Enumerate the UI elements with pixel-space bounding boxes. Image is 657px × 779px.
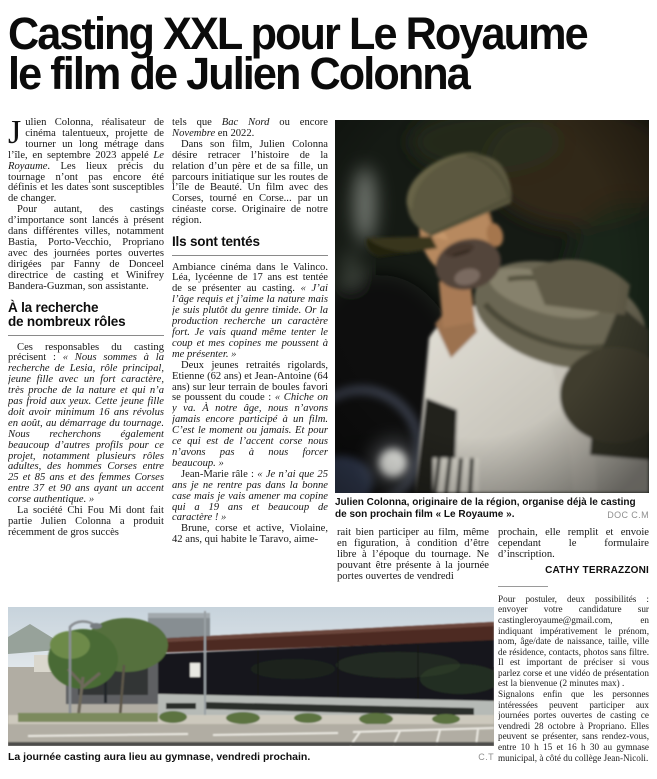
paragraph-text: Ces responsables du casting précisent : bbox=[8, 341, 164, 364]
film-title-italic: Le Royaume bbox=[8, 149, 164, 172]
author-byline: CATHY TERRAZZONI bbox=[545, 564, 649, 576]
article-column-1 bbox=[8, 118, 164, 602]
quote-italic: « J’ai l’âge requis et j’aime la nature mais je suis plutôt du genre timide. Or la production recherche un caractère fort. Je vais quand même tenter le coup et mes copines me poussent à me présenter. » bbox=[172, 283, 328, 360]
subhead-line: À la recherche bbox=[8, 299, 99, 315]
quote-italic: « Nous sommes à la recherche de Lesia, rôle principal, jeune fille avec un fort caractère, très proche de la nature et qui n’a pas froid aux yeux. Cette jeune fille doit avoir minimum 16 ans révolus en août, au démarrage du tournage. Nous recherchons également beaucoup d’autres profils pour ce projet, notamment plusieurs rôles adultes, des hommes Corses entre 25 et 85 ans et des femmes Corses entre 37 et 90 ans ayant un accent corse authentique. » bbox=[8, 352, 164, 506]
paragraph: Pour autant, des castings d’importance sont lancés à présent dans différentes villes, notamment Bastia, Porto-Vecchio, Propriano avec des journées portes ouvertes dirigées par Fanny de Donceel directrice de casting et Winifrey Bandera-Guzman, son assistante. bbox=[8, 204, 164, 292]
paragraph-continuation: rait bien participer au film, même en figuration, à condition d’être libre à l’époque du tournage. Ne pouvant être présente à la journée portes ouvertes de vendredi bbox=[337, 528, 489, 582]
subhead-recherche-roles bbox=[8, 293, 164, 336]
gymnasium-photo-caption bbox=[8, 751, 494, 763]
article-column-4 bbox=[498, 528, 649, 778]
paragraph-text: Jean-Marie râle : bbox=[181, 468, 258, 480]
paragraph-text: Ambiance cinéma dans le Valinco. Léa, lycéenne de 17 ans est tentée de se présenter au casting. bbox=[172, 261, 328, 295]
subhead-ils-sont-tentes bbox=[172, 227, 328, 256]
practical-info-box bbox=[498, 586, 649, 764]
paragraph-text: . Les lieux précis du tournage n’ont pas encore été définis et les dates sont susceptibles de changer. bbox=[8, 160, 164, 205]
gymnasium-photo-illustration bbox=[8, 607, 494, 746]
paragraph-text: Deux jeunes retraités rigolards, Etienne (62 ans) et Jean-Antoine (64 ans) sur leur terrain de boules favori se poussent du coude : bbox=[172, 359, 328, 404]
article-title bbox=[8, 8, 653, 99]
paragraph-intro bbox=[8, 118, 164, 205]
paragraph-quote-casting bbox=[8, 343, 164, 507]
photo-credit: C.T bbox=[478, 752, 494, 762]
article-title-line2: le film de Julien Colonna bbox=[8, 48, 469, 99]
paragraph-text: tels que bbox=[172, 118, 222, 128]
paragraph-quote-lea bbox=[172, 263, 328, 361]
paragraph-quote-jeanmarie bbox=[172, 470, 328, 525]
paragraph-text: en 2022. bbox=[215, 127, 255, 139]
subhead-line: Ils sont tentés bbox=[172, 234, 260, 250]
paragraph-continuation: prochain, elle remplit et envoie cependant le formulaire d’inscription. bbox=[498, 528, 649, 560]
portrait-photo-illustration bbox=[335, 120, 649, 493]
paragraph-text: ulien Colonna, réalisateur de cinéma talentueux, projette de tourner un long métrage dans l’île, en septembre 2023 appelé bbox=[8, 118, 164, 161]
article-column-3 bbox=[337, 528, 489, 606]
paragraph-continuation bbox=[172, 118, 328, 140]
quote-italic: « Je n’ai que 25 ans je ne rentre pas dans la bonne case mais je vais amener ma copine qui a 19 ans et beaucoup de caractère ! » bbox=[172, 468, 328, 524]
portrait-photo-caption bbox=[335, 497, 649, 521]
article-title-line1: Casting XXL pour Le Royaume bbox=[8, 8, 587, 59]
paragraph-quote-retraites bbox=[172, 361, 328, 470]
film-title-italic: Novembre bbox=[172, 127, 216, 139]
subhead-line: de nombreux rôles bbox=[8, 314, 126, 329]
gymnasium-photo bbox=[8, 607, 494, 746]
article-column-2 bbox=[172, 118, 328, 602]
info-paragraph: Pour postuler, deux possibilités : envoyer votre candidature sur castingleroyaume@gmail.com, en indiquant impérativement le prénom, nom, âge/date de naissance, taille, ville de résidence, contacts, photos sans filtre. Il est important de préciser si vous parlez corse et une vidéo de présentation est la bienvenue (2 minutes max) . bbox=[498, 593, 649, 689]
paragraph: La société Chi Fou Mi dont fait partie Julien Colonna a produit récemment de gros succès bbox=[8, 505, 164, 538]
paragraph-text: ou encore bbox=[269, 118, 328, 128]
caption-text: La journée casting aura lieu au gymnase, vendredi prochain. bbox=[8, 751, 311, 763]
portrait-photo bbox=[335, 120, 649, 493]
film-title-italic: Bac Nord bbox=[221, 118, 270, 128]
paragraph: Brune, corse et active, Violaine, 42 ans, qui habite le Taravo, aime- bbox=[172, 523, 328, 546]
quote-italic: « Chiche on y va. À notre âge, nous n’avons jamais encore participé à un film. C’est le moment ou jamais. Et pour ce qui est de l’accent corse nous n’avons pas à nous forcer beaucoup. » bbox=[172, 392, 328, 469]
photo-credit: DOC C.M bbox=[607, 510, 649, 520]
paragraph: Dans son film, Julien Colonna désire retracer l’histoire de la relation d’un père et de sa fille, un parcours initiatique sur les routes de l’île de Beauté. Un film avec des Corses, tourné en Corse... par un cinéaste corse. Originaire de notre région. bbox=[172, 138, 328, 227]
drop-cap: J bbox=[8, 118, 22, 151]
caption-text: Julien Colonna, originaire de la région, organise déjà le casting de son prochain film « Le Royaume ». bbox=[335, 497, 636, 520]
info-paragraph: Signalons enfin que les personnes intéressées peuvent participer aux journées portes ouvertes de casting ce vendredi 28 octobre à Propriano. Elles peuvent se présenter, sans rendez-vous, entre 10 h 15 et 16 h 30 au gymnase municipal, à côté du collège Jean-Nicoli. bbox=[498, 689, 649, 763]
